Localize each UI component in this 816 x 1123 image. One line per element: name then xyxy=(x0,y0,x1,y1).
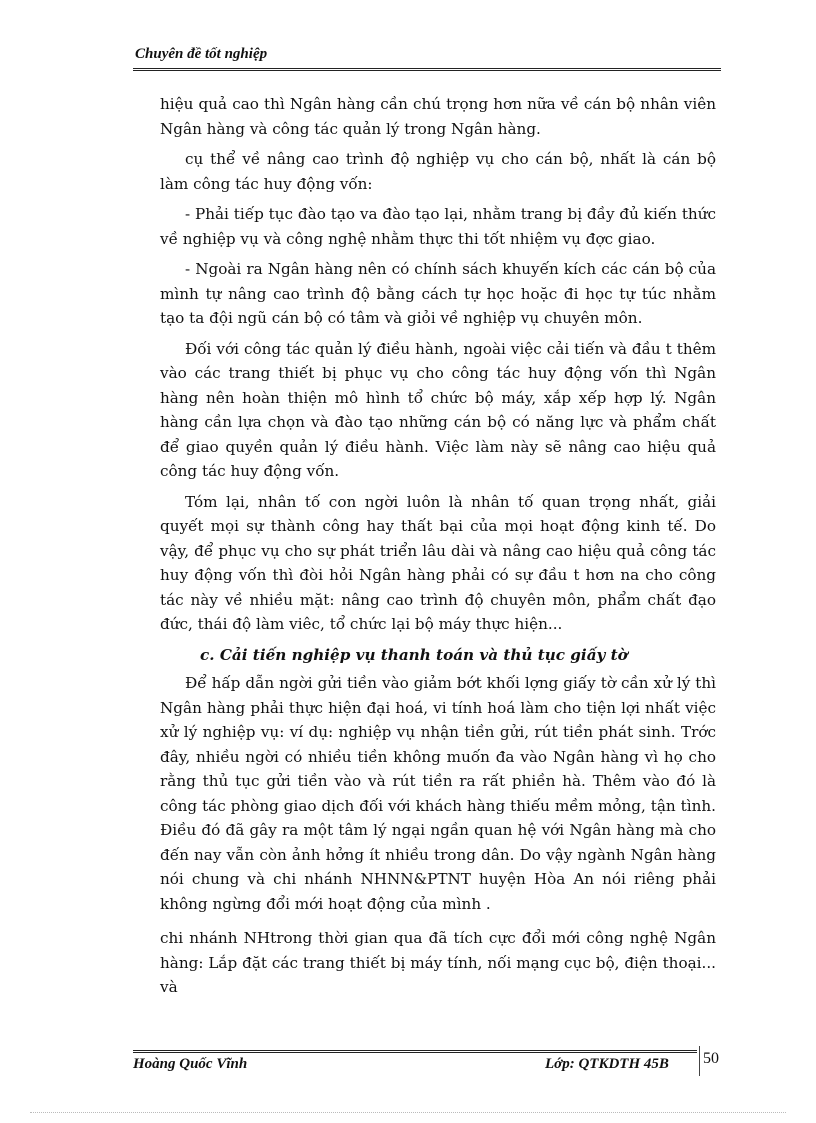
paragraph-4: - Ngoài ra Ngân hàng nên có chính sách khuyến kích các cán bộ của mình tự nâng cao trình độ bằng cách tự học hoặc đi học tự túc nhằm tạo ta đội ngũ cán bộ có tâm và giỏi về nghiệp vụ chuyên môn. xyxy=(160,260,716,327)
footer-rule xyxy=(133,1050,697,1054)
paragraph-2: cụ thể về nâng cao trình độ nghiệp vụ cho cán bộ, nhất là cán bộ làm công tác huy động vốn: xyxy=(160,150,716,193)
section-heading-c: c. Cải tiến nghiệp vụ thanh toán và thủ tục giấy tờ xyxy=(200,645,628,664)
paragraph-8: chi nhánh NHtrong thời gian qua đã tích cực đổi mới công nghệ Ngân hàng: Lắp đặt các trang thiết bị máy tính, nối mạng cục bộ, điện thoại... và xyxy=(160,929,716,996)
footer-author: Hoàng Quốc Vĩnh xyxy=(133,1056,248,1072)
header-rule xyxy=(133,68,721,72)
footer-class-label: Lớp: QTKDTH 45B xyxy=(545,1056,669,1072)
page-number-divider xyxy=(699,1046,700,1076)
paragraph-5: Đối với công tác quản lý điều hành, ngoài việc cải tiến và đầu t thêm vào các trang thiết bị phục vụ cho công tác huy động vốn thì Ngân hàng nên hoàn thiện mô hình tổ chức bộ máy, xắp xếp hợp lý. Ngân hàng cần lựa chọn và đào tạo những cán bộ có năng lực và phẩm chất để giao quyền quản lý điều hành. Việc làm này sẽ nâng cao hiệu quả công tác huy động vốn. xyxy=(160,339,716,480)
paragraph-1: hiệu quả cao thì Ngân hàng cần chú trọng hơn nữa về cán bộ nhân viên Ngân hàng và công tác quản lý trong Ngân hàng. xyxy=(160,95,716,138)
body-text xyxy=(160,92,716,1006)
header-title: Chuyên đề tốt nghiệp xyxy=(135,46,268,62)
page-number: 50 xyxy=(703,1050,719,1067)
page-bottom-border xyxy=(30,1112,786,1113)
paragraph-6: Tóm lại, nhân tố con ngời luôn là nhân tố quan trọng nhất, giải quyết mọi sự thành công hay thất bại của mọi hoạt động kinh tế. Do vậy, để phục vụ cho sự phát triển lâu dài và nâng cao hiệu quả công tác huy động vốn thì đòi hỏi Ngân hàng phải có sự đầu t hơn na cho công tác này về nhiều mặt: nâng cao trình độ chuyên môn, phẩm chất đạo đức, thái độ làm viêc, tổ chức lại bộ máy thực hiện... xyxy=(160,492,716,633)
paragraph-3: - Phải tiếp tục đào tạo va đào tạo lại, nhằm trang bị đầy đủ kiến thức về nghiệp vụ và công nghệ nhằm thực thi tốt nhiệm vụ đợc giao. xyxy=(160,205,716,248)
paragraph-7: Để hấp dẫn ngời gửi tiền vào giảm bớt khối lợng giấy tờ cần xử lý thì Ngân hàng phải thực hiện đại hoá, vi tính hoá làm cho tiện lợi nhất việc xử lý nghiệp vụ: ví dụ: nghiệp vụ nhận tiền gửi, rút tiền phát sinh. Trớc đây, nhiều ngời có nhiều tiền không muốn đa vào Ngân hàng vì họ cho rằng thủ tục gửi tiền vào và rút tiền ra rất phiền hà. Thêm vào đó là công tác phòng giao dịch đối với khách hàng thiếu mềm mỏng, tận tình. Điều đó đã gây ra một tâm lý ngại ngần quan hệ với Ngân hàng mà cho đến nay vẫn còn ảnh hởng ít nhiều trong dân. Do vậy ngành Ngân hàng nói chung và chi nhánh NHNN&PTNT huyện Hòa An nói riêng phải không ngừng đổi mới hoạt động của mình . xyxy=(160,674,716,913)
